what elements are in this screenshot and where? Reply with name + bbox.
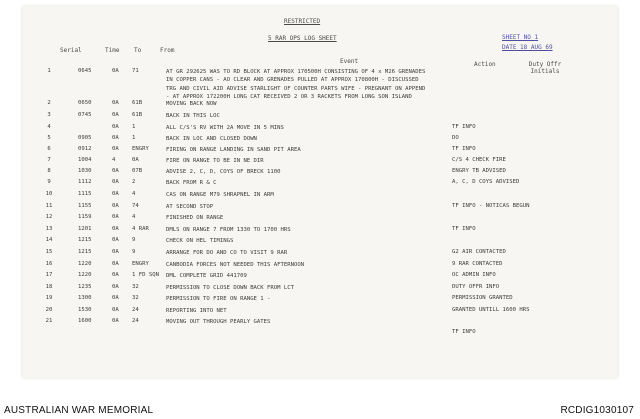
event-line: CAS ON RANGE M79 SHRAPNEL IN ARM (166, 192, 274, 198)
to-cell: 0A (112, 179, 119, 185)
time-cell: 1235 (78, 284, 92, 290)
event-line: FIRE ON RANGE TO BE IN NE DIR (166, 158, 264, 164)
serial-cell: 11 (45, 203, 53, 209)
serial-cell: 19 (45, 295, 53, 301)
serial-cell: 2 (47, 100, 51, 106)
action-cell: G2 AIR CONTACTED (452, 249, 506, 255)
event-cell (166, 284, 294, 292)
from-cell: 32 (132, 295, 139, 301)
time-cell: 1600 (78, 318, 92, 324)
event-cell (166, 179, 217, 187)
footer-record-id: RCDIG1030107 (560, 405, 634, 416)
to-cell: 0A (112, 135, 119, 141)
event-cell (166, 100, 217, 108)
event-cell (166, 295, 270, 303)
time-cell: 1155 (78, 203, 92, 209)
event-line: DMLS ON RANGE 7 FROM 1330 TO 1700 HRS (166, 227, 291, 233)
to-cell: 0A (112, 168, 119, 174)
event-line: ADVISE 2, C, D, COYS OF BRECK 1100 (166, 169, 281, 175)
serial-cell: 5 (47, 135, 51, 141)
event-line: FIRING ON RANGE LANDING IN SAND PIT AREA (166, 147, 301, 153)
serial-cell: 18 (45, 284, 53, 290)
column-header-serial: Serial (60, 47, 82, 54)
serial-cell: 7 (47, 157, 51, 163)
time-cell: 0745 (78, 112, 92, 118)
serial-cell: 3 (47, 112, 51, 118)
sheet-date: DATE 18 AUG 69 (502, 44, 553, 51)
time-cell: 1300 (78, 295, 92, 301)
event-cell (166, 318, 270, 326)
serial-cell: 1 (47, 68, 51, 74)
action-cell: TF INFO (452, 226, 476, 232)
event-cell (166, 68, 425, 102)
event-line: MOVING BACK NOW (166, 101, 217, 107)
serial-cell: 16 (45, 261, 53, 267)
serial-cell: 17 (45, 272, 53, 278)
column-header-duty-officer: Duty Offr Initials (528, 61, 562, 75)
from-cell: 1 FD SQN (132, 272, 159, 278)
serial-cell: 8 (47, 168, 51, 174)
event-line: BACK IN THIS LOC (166, 113, 220, 119)
action-cell: DO (452, 135, 459, 141)
footer-institution: AUSTRALIAN WAR MEMORIAL (4, 405, 154, 416)
serial-cell: 10 (45, 191, 53, 197)
to-cell: 0A (112, 68, 119, 74)
from-cell: 61B (132, 100, 143, 106)
column-header-from: From (160, 47, 175, 54)
time-cell: 1030 (78, 168, 92, 174)
event-cell (166, 124, 284, 132)
to-cell: 0A (112, 124, 119, 130)
event-line: BACK IN LOC AND CLOSED DOWN (166, 136, 257, 142)
event-line: CANBODIA FORCES NOT NEEDED THIS AFTERNOON (166, 262, 305, 268)
to-cell: 0A (112, 226, 119, 232)
event-cell (166, 237, 233, 245)
time-cell: 0905 (78, 135, 92, 141)
time-cell: 0912 (78, 146, 92, 152)
event-cell (166, 272, 247, 280)
event-line: BACK FROM R & C (166, 180, 217, 186)
event-cell (166, 203, 213, 211)
serial-cell: 12 (45, 214, 53, 220)
from-cell: 2 (132, 179, 136, 185)
event-line: ARRANGE FOR DO AND CO TO VISIT 9 RAR (166, 250, 288, 256)
from-cell: 71 (132, 68, 139, 74)
event-line: ALL C/S'S RV WITH 2A MOVE IN 5 MINS (166, 125, 284, 131)
event-cell (166, 146, 301, 154)
serial-cell: 4 (47, 124, 51, 130)
to-cell: 0A (112, 307, 119, 313)
to-cell: 0A (112, 112, 119, 118)
document-page (22, 6, 618, 378)
event-line: REPORTING INTO NET (166, 308, 227, 314)
to-cell: 0A (112, 272, 119, 278)
to-cell: 0A (112, 203, 119, 209)
action-cell: TF INFO (452, 329, 476, 335)
action-cell: 9 RAR CONTACTED (452, 261, 503, 267)
time-cell: 1215 (78, 249, 92, 255)
event-line: MOVING OUT THROUGH PEARLY GATES (166, 319, 271, 325)
to-cell: 0A (112, 214, 119, 220)
from-cell: 4 (132, 214, 136, 220)
from-cell: 4 (132, 191, 136, 197)
event-cell (166, 249, 287, 257)
event-cell (166, 112, 220, 120)
to-cell: 0A (112, 318, 119, 324)
event-line: PERMISSION TO CLOSE DOWN BACK FROM LCT (166, 285, 294, 291)
event-cell (166, 214, 223, 222)
action-cell: TF INFO - NOTICAS BEGUN (452, 203, 530, 209)
event-line: CHECK ON HEL TIMINGS (166, 238, 234, 244)
event-line: AT SECOND STOP (166, 204, 214, 210)
event-cell (166, 261, 304, 269)
from-cell: 1 (132, 135, 136, 141)
action-cell: A, C, D COYS ADVISED (452, 179, 520, 185)
time-cell: 1220 (78, 272, 92, 278)
restricted-marking: RESTRICTED (284, 18, 321, 25)
from-cell: 9 (132, 249, 136, 255)
time-cell: 0645 (78, 68, 92, 74)
event-line: AT GR 292625 WAS TO RD BLOCK AT APPROX 170500H CONSISTING OF 4 x M26 GRENADES (166, 69, 426, 75)
to-cell: 0A (112, 284, 119, 290)
serial-cell: 14 (45, 237, 53, 243)
event-line: IN COPPER CANS - AO CLEAR AND GRENADES PULLED AT APPROX 170800H - DISCUSSED (166, 77, 419, 84)
from-cell: ENGRY (132, 261, 149, 267)
column-header-event: Event (340, 58, 359, 65)
to-cell: 0A (112, 100, 119, 106)
event-cell (166, 307, 227, 315)
column-header-time: Time (105, 47, 120, 54)
event-line: PERMISSION TO FIRE ON RANGE 1 - (166, 296, 271, 302)
event-line: FINISHED ON RANGE (166, 215, 224, 221)
serial-cell: 13 (45, 226, 53, 232)
action-cell: TF INFO (452, 146, 476, 152)
time-cell: 1220 (78, 261, 92, 267)
from-cell: 4 RAR (132, 226, 149, 232)
event-cell (166, 168, 281, 176)
to-cell: 0A (112, 146, 119, 152)
from-cell: 61B (132, 112, 143, 118)
time-cell: 0650 (78, 100, 92, 106)
to-cell: 0A (112, 249, 119, 255)
from-cell: 0A (132, 157, 139, 163)
serial-cell: 20 (45, 307, 53, 313)
to-cell: 0A (112, 237, 119, 243)
event-cell (166, 226, 291, 234)
sheet-number: SHEET NO 1 (502, 34, 539, 41)
action-cell: ENGRY TB ADVISED (452, 168, 506, 174)
to-cell: 0A (112, 261, 119, 267)
time-cell: 1530 (78, 307, 92, 313)
event-line: - AT APPROX 172200H LONG CAT RECEIVED 2 OR 3 RACKETS FROM LONG SON ISLAND (166, 94, 412, 101)
time-cell: 1201 (78, 226, 92, 232)
serial-cell: 6 (47, 146, 51, 152)
from-cell: 1 (132, 124, 136, 130)
from-cell: ENGRY (132, 146, 149, 152)
action-cell: GRANTED UNTILL 1600 HRS (452, 307, 530, 313)
from-cell: 9 (132, 237, 136, 243)
from-cell: 24 (132, 318, 139, 324)
from-cell: 24 (132, 307, 139, 313)
document-title: 5 RAR OPS LOG SHEET (268, 35, 337, 42)
column-header-to: To (134, 47, 142, 54)
time-cell: 1215 (78, 237, 92, 243)
to-cell: 0A (112, 295, 119, 301)
action-cell: DUTY OFFR INFO (452, 284, 500, 290)
time-cell: 1115 (78, 191, 92, 197)
time-cell: 1159 (78, 214, 92, 220)
time-cell: 1004 (78, 157, 92, 163)
column-header-action: Action (474, 61, 496, 68)
event-cell (166, 135, 257, 143)
time-cell: 1112 (78, 179, 92, 185)
event-line: TRG AND CIVIL AID ADVISE STARLIGHT OF COUNTER PARTS WIFE - PREGNANT ON APPEND (166, 85, 426, 92)
action-cell: TF INFO (452, 124, 476, 130)
serial-cell: 9 (47, 179, 51, 185)
action-cell: PERMISSION GRANTED (452, 295, 513, 301)
from-cell: 74 (132, 203, 139, 209)
event-line: DML COMPLETE GRID 441709 (166, 273, 247, 279)
from-cell: 32 (132, 284, 139, 290)
action-cell: C/S 4 CHECK FIRE (452, 157, 506, 163)
serial-cell: 15 (45, 249, 53, 255)
event-cell (166, 157, 264, 165)
serial-cell: 21 (45, 318, 53, 324)
from-cell: 07B (132, 168, 143, 174)
action-cell: OC ADMIN INFO (452, 272, 496, 278)
event-cell (166, 191, 274, 199)
to-cell: 4 (112, 157, 116, 163)
to-cell: 0A (112, 191, 119, 197)
